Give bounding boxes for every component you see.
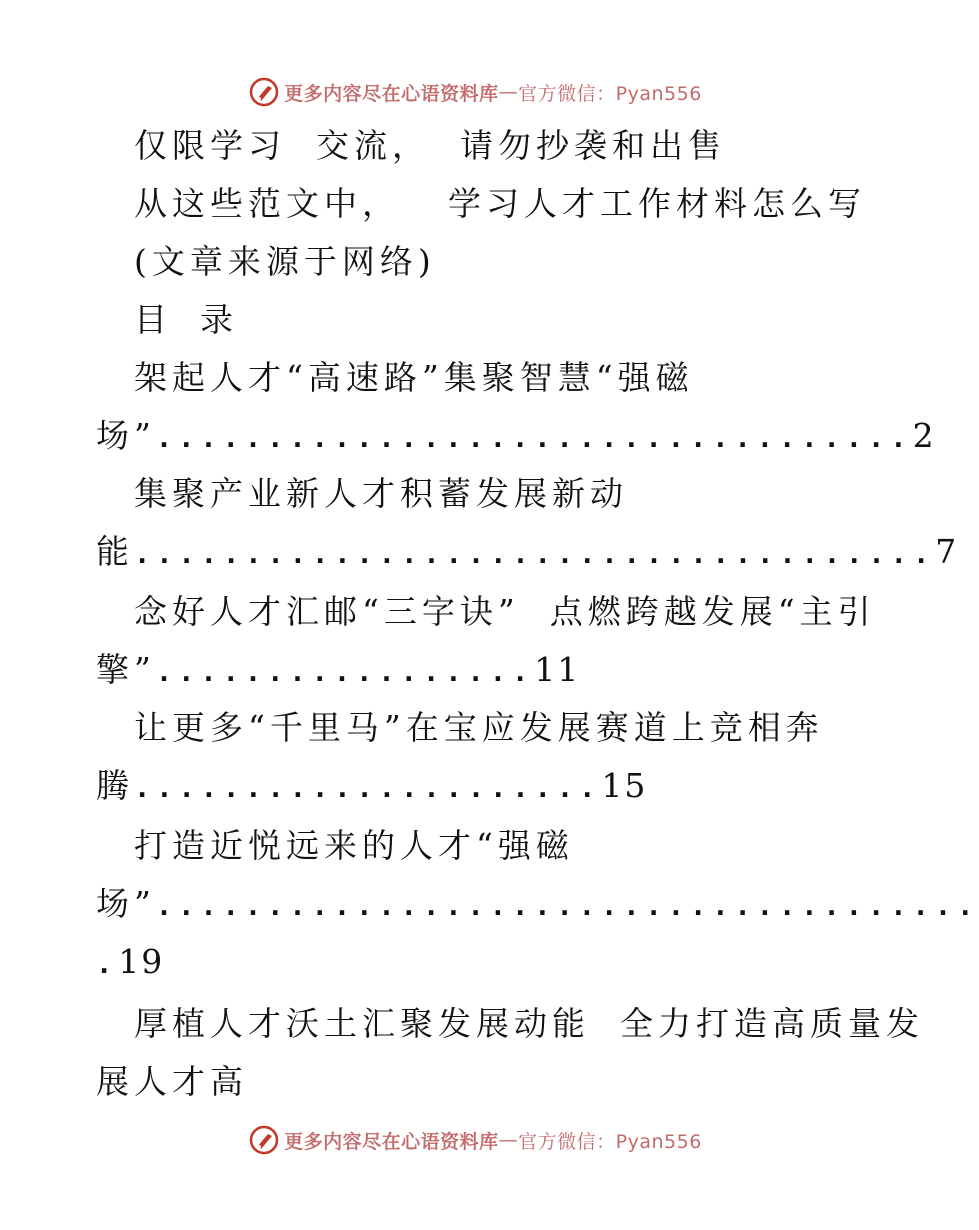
toc-entry-5-page-line[interactable] xyxy=(96,942,164,985)
toc-entry-6-cont[interactable]: 展人才高 xyxy=(96,1062,248,1101)
toc-entry-6-title-part-1: 厚植人才沃土汇聚发展动能 xyxy=(134,1004,590,1043)
toc-entry-1-cont[interactable] xyxy=(96,416,936,459)
toc-entry-4-cont[interactable] xyxy=(96,766,647,809)
toc-entry-3-cont-text: 擎” xyxy=(96,650,156,689)
toc-entry-5-cont-text: 场” xyxy=(96,884,156,923)
toc-entry-3-title-part-1: 念好人才汇邮“三字诀” xyxy=(134,592,520,631)
toc-entry-4-title[interactable]: 让更多“千里马”在宝应发展赛道上竞相奔 xyxy=(134,708,824,747)
toc-entry-6-title[interactable] xyxy=(134,1004,924,1044)
toc-entry-5-title[interactable]: 打造近悦远来的人才“强磁 xyxy=(134,826,574,865)
toc-title-char-1: 目 xyxy=(134,300,172,339)
toc-entry-3-page: 11 xyxy=(534,650,581,689)
toc-entry-2-leader: .................................... xyxy=(134,539,936,570)
toc-entry-4-page: 15 xyxy=(601,766,648,805)
toc-entry-5-leader: ..................................... xyxy=(155,891,979,922)
toc-entry-2-cont[interactable] xyxy=(96,532,958,575)
toc-entry-6-title-part-2: 全力打造高质量发 xyxy=(620,1004,924,1043)
toc-entry-4-cont-text: 腾 xyxy=(96,766,134,805)
toc-entry-3-cont[interactable] xyxy=(96,650,580,693)
toc-entry-3-title[interactable] xyxy=(134,592,876,632)
toc-entry-1-cont-text: 场” xyxy=(96,416,156,455)
toc-entry-5-cont[interactable] xyxy=(96,884,979,927)
intro-part-1: 从这些范文中， xyxy=(134,184,400,223)
notice-part-1: 仅限学习 xyxy=(134,126,286,165)
toc-entry-4-leader: ..................... xyxy=(134,773,602,804)
watermark-banner-top xyxy=(0,72,950,112)
toc-entry-3-title-part-2: 点燃跨越发展“主引 xyxy=(549,592,876,631)
notice-part-2: 交流， xyxy=(316,126,430,165)
watermark-text: 更多内容尽在心语资料库 xyxy=(284,1130,499,1153)
toc-entry-1-leader: .................................. xyxy=(155,423,913,454)
toc-entry-3-leader: ................. xyxy=(155,657,535,688)
watermark-text: 更多内容尽在心语资料库 xyxy=(284,82,499,105)
watermark-wechat: 官方微信：Pyan556 xyxy=(518,1130,702,1153)
toc-title-char-2: 录 xyxy=(200,300,238,339)
toc-entry-5-page: 19 xyxy=(118,942,165,981)
watermark-separator: — xyxy=(498,1129,519,1151)
toc-entry-2-cont-text: 能 xyxy=(96,532,134,571)
toc-entry-1-page: 2 xyxy=(912,416,936,455)
watermark-banner-bottom xyxy=(0,1120,950,1160)
source-line: (文章来源于网络) xyxy=(134,242,436,281)
intro-part-2: 学习人才工作材料怎么写 xyxy=(448,184,866,223)
watermark-separator: — xyxy=(498,81,519,103)
toc-entry-5-leader-tail: . xyxy=(96,949,119,980)
intro-line xyxy=(134,184,866,224)
toc-entry-2-page: 7 xyxy=(935,532,959,571)
toc-entry-2-title[interactable]: 集聚产业新人才积蓄发展新动 xyxy=(134,474,628,513)
pen-logo-icon xyxy=(248,76,280,108)
notice-line xyxy=(134,126,726,166)
watermark-wechat: 官方微信：Pyan556 xyxy=(518,82,702,105)
toc-title xyxy=(134,300,238,340)
notice-part-3: 请勿抄袭和出售 xyxy=(460,126,726,165)
pen-logo-icon xyxy=(248,1124,280,1156)
toc-entry-1-title[interactable]: 架起人才“高速路”集聚智慧“强磁 xyxy=(134,358,694,397)
